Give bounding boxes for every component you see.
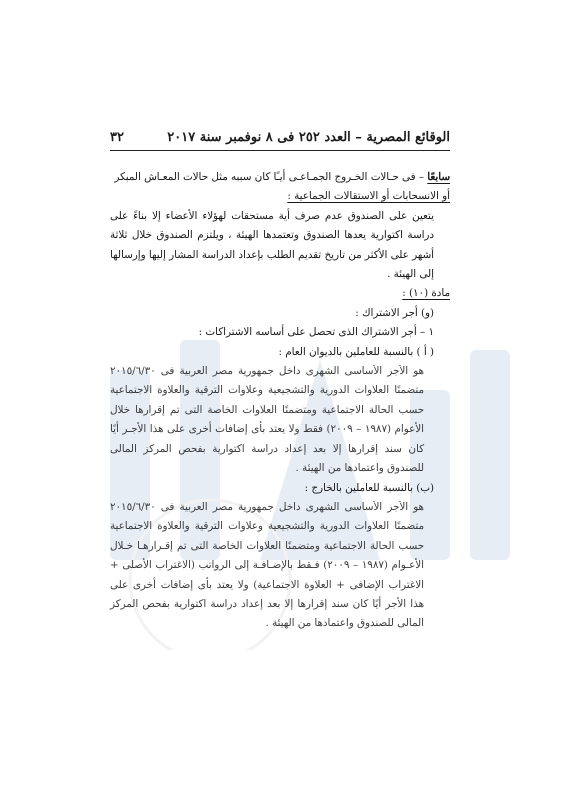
page-header: [110, 130, 450, 145]
clause-text: – فى حـالات الخـروج الجمـاعـى أيـًا كان سببه مثل حالات المعـاش المبكر: [114, 171, 428, 183]
header-divider: [110, 150, 450, 151]
item-b-paragraph: هو الأجر الأساسى الشهرى داخل جمهورية مصر العربية فى ٢٠١٥/٦/٣٠ متضمنًا العلاوات الدورية والتشجيعية وعلاوات الترقية والعلاوة الاجتماعية حسب الحالة الاجتماعية ومتضمنًا العلاوات الخاصة التى تم إقـرارهـا خـلال الأعـوام (١٩٨٧ – ٢٠٠٩) فـقط بالإضـافـة إلى الرواتب (الاغتراب الأصلى + الاغتراب الإضافى + العلاوة الاجتماعية) ولا يعتد بأى إضافات أخرى على هذا الأجر أيًا كان سند إقرارها إلا بعد إعداد دراسة اكتوارية بفحص المركز المالى للصندوق واعتمادها من الهيئة .: [110, 500, 425, 630]
item-1: ١ – أجر الاشتراك الذى تحصل على أساسه الاشتراكات :: [198, 326, 434, 339]
header-title: الوقائع المصرية – العدد ٢٥٢ فى ٨ نوفمبر سنة ٢٠١٧: [167, 130, 450, 145]
section-heading: (و) أجر الاشتراك :: [355, 306, 434, 319]
clause-label: سابعًا: [427, 171, 450, 183]
clause-continuation: أو الانسحابات أو الاستقالات الجماعية :: [287, 190, 450, 203]
item-b-heading: (ب) بالنسبة للعاملين بالخارج :: [304, 481, 434, 494]
document-body: [110, 168, 450, 634]
paragraph-2: يتعين على الصندوق عدم صرف أية مستحقات لهؤلاء الأعضاء إلا بناءً على دراسة اكتوارية يعدها الصندوق وتعتمدها الهيئة ، ويلتزم الصندوق خلال ثلاثة أشهر على الأكثر من تاريخ تقديم الطلب بإعداد الدراسة المشار إليها وإرسالها إلى الهيئة .: [110, 209, 434, 281]
item-a-paragraph: هو الأجر الأساسى الشهرى داخل جمهورية مصر العربية فى ٢٠١٥/٦/٣٠ متضمنًا العلاوات الدورية والتشجيعية وعلاوات الترقية والعلاوة الاجتماعية حسب الحالة الاجتماعية ومتضمنًا العلاوات الخاصة التى تم إقرارها خلال الأعوام (١٩٨٧ – ٢٠٠٩) فقط ولا يعتد بأى إضافات أخرى على هذا الأجـر أيًا كان سند إقرارها إلا بعد إعداد دراسة اكتوارية بفحص المركز المالى للصندوق واعتمادها من الهيئة .: [110, 365, 424, 475]
page-number: ٣٢: [110, 130, 124, 145]
clause-seventh: [110, 168, 450, 187]
item-a-heading: ( أ ) بالنسبة للعاملين بالديوان العام :: [278, 345, 434, 358]
article-heading: مادة (١٠) :: [402, 287, 450, 300]
